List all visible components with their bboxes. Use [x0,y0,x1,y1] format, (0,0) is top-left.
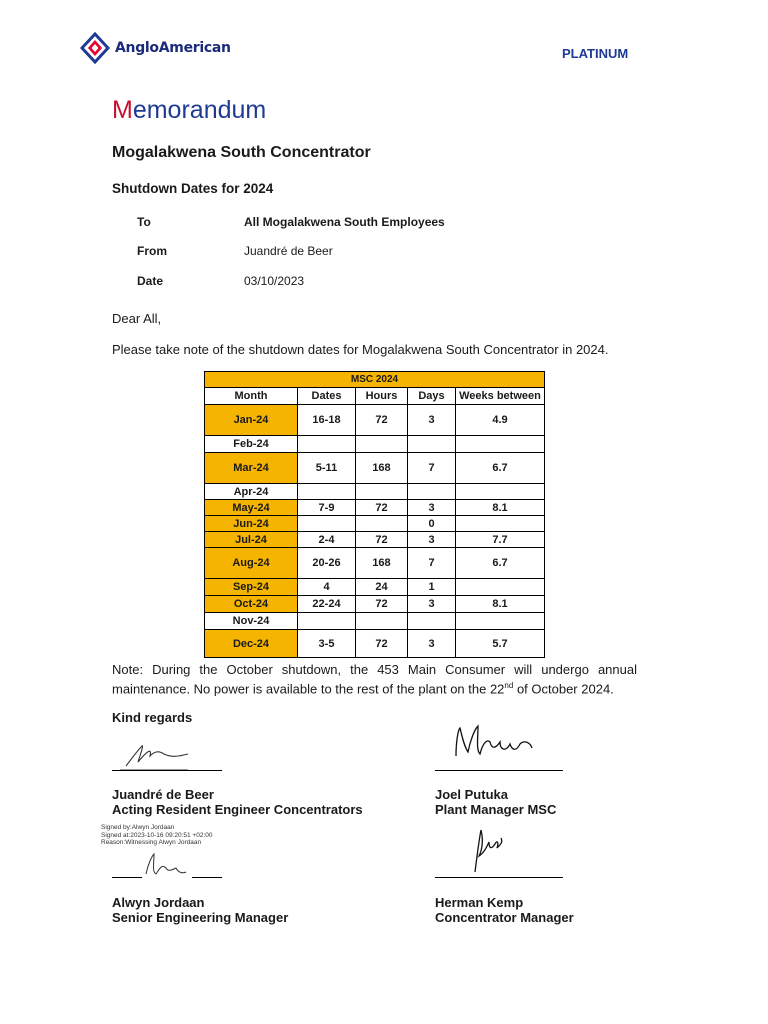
table-cell: 3 [408,596,456,613]
signature-line-4 [435,877,563,878]
note-prefix: Note: During the October shutdown, the 453 Main Consumer will undergo annual maintenance. No power is available to the rest of the plant on the 22 [112,662,637,697]
logo-text: AngloAmerican [115,40,231,56]
table-cell: 72 [356,630,408,658]
month-cell: Apr-24 [205,484,298,500]
table-row [205,532,545,548]
from-label: From [137,244,167,258]
table-cell [408,484,456,500]
memo-title-rest: emorandum [132,96,267,124]
table-cell [298,613,356,630]
table-cell: 5.7 [456,630,545,658]
signature-line-3a [112,877,142,878]
signatory-2-name: Joel Putuka [435,787,508,802]
table-cell [456,579,545,596]
signatory-1-title: Acting Resident Engineer Concentrators [112,802,363,817]
table-cell [356,613,408,630]
signatory-2-title: Plant Manager MSC [435,802,557,817]
table-row [205,516,545,532]
month-cell: Jul-24 [205,532,298,548]
memo-title-first-letter: M [112,96,133,124]
signature-line-3b [192,877,222,878]
month-cell: Feb-24 [205,436,298,453]
table-row [205,500,545,516]
table-cell [408,613,456,630]
month-cell: Dec-24 [205,630,298,658]
table-cell: 72 [356,596,408,613]
table-cell: 4 [298,579,356,596]
table-row [205,548,545,579]
table-row [205,484,545,500]
note-paragraph [112,662,637,697]
table-body [205,405,545,658]
date-value: 03/10/2023 [244,274,305,288]
signature-line-2 [435,770,563,771]
month-cell: Sep-24 [205,579,298,596]
salutation: Dear All, [112,311,162,326]
month-cell: Oct-24 [205,596,298,613]
table-cell [456,613,545,630]
month-cell: Jun-24 [205,516,298,532]
signatory-3-name: Alwyn Jordaan [112,895,205,910]
table-cell: 16-18 [298,405,356,436]
table-row [205,405,545,436]
month-cell: Aug-24 [205,548,298,579]
table-cell: 8.1 [456,500,545,516]
table-cell: 3-5 [298,630,356,658]
digital-signed-at: Signed at:2023-10-16 09:20:51 +02:00 [101,831,213,839]
table-header-cell: Days [408,388,456,405]
table-cell: 24 [356,579,408,596]
intro-paragraph: Please take note of the shutdown dates for Mogalakwena South Concentrator in 2024. [112,342,609,357]
month-cell: Nov-24 [205,613,298,630]
table-cell [456,516,545,532]
signature-joel-image [450,722,540,762]
table-cell [456,484,545,500]
table-cell: 20-26 [298,548,356,579]
signatory-3 [112,895,288,925]
memo-heading: Mogalakwena South Concentrator [112,144,371,161]
table-row [205,579,545,596]
anglo-american-logo-icon [80,32,110,64]
table-cell: 6.7 [456,548,545,579]
closing: Kind regards [112,710,193,725]
table-header-cell: Weeks between [456,388,545,405]
table-cell: 0 [408,516,456,532]
signatory-4-title: Concentrator Manager [435,910,574,925]
table-cell [298,436,356,453]
table-cell [356,484,408,500]
digital-reason: Reason:Witnessing Alwyn Jordaan [101,839,202,846]
month-cell: Jan-24 [205,405,298,436]
table-row [205,630,545,658]
table-row [205,453,545,484]
table-cell [356,516,408,532]
table-cell: 3 [408,630,456,658]
note-superscript: nd [504,681,514,690]
table-cell: 7-9 [298,500,356,516]
table-cell: 22-24 [298,596,356,613]
table-header-cell: Month [205,388,298,405]
table-cell [456,436,545,453]
table-cell [298,484,356,500]
table-cell: 72 [356,532,408,548]
signatory-1-name: Juandré de Beer [112,787,214,802]
table-cell [356,436,408,453]
table-cell: 7 [408,453,456,484]
signature-herman-image [465,826,505,876]
table-cell: 3 [408,532,456,548]
table-cell: 4.9 [456,405,545,436]
company-logo [80,32,231,64]
table-cell: 7.7 [456,532,545,548]
table-row [205,596,545,613]
note-suffix: of October 2024. [513,681,614,697]
memo-title [112,96,266,125]
table-cell: 72 [356,500,408,516]
shutdown-table [204,371,545,658]
table-caption: MSC 2024 [205,372,545,388]
from-value: Juandré de Beer [244,244,333,258]
table-header-row [205,388,545,405]
signatory-4-name: Herman Kemp [435,895,524,910]
to-label: To [137,215,151,229]
signature-line-1 [112,770,222,771]
table-cell: 3 [408,405,456,436]
table-cell: 7 [408,548,456,579]
table-cell: 8.1 [456,596,545,613]
signatory-4 [435,895,574,925]
table-cell: 168 [356,453,408,484]
table-row [205,613,545,630]
table-cell: 1 [408,579,456,596]
month-cell: May-24 [205,500,298,516]
signature-alwyn-image [140,850,190,880]
memo-subheading: Shutdown Dates for 2024 [112,181,274,196]
table-header-cell: Dates [298,388,356,405]
to-value: All Mogalakwena South Employees [244,215,445,229]
signature-juandre-image [118,740,198,772]
division-label: PLATINUM [562,46,629,61]
month-cell: Mar-24 [205,453,298,484]
table-cell: 6.7 [456,453,545,484]
digital-signed-by: Signed by:Alwyn Jordaan [101,824,175,831]
table-cell: 3 [408,500,456,516]
table-cell: 5-11 [298,453,356,484]
signatory-1 [112,787,363,817]
signatory-2 [435,787,556,817]
table-cell [408,436,456,453]
signatory-3-title: Senior Engineering Manager [112,910,289,925]
table-cell [298,516,356,532]
digital-signature-info [101,824,213,847]
table-cell: 72 [356,405,408,436]
table-cell: 168 [356,548,408,579]
table-cell: 2-4 [298,532,356,548]
table-header-cell: Hours [356,388,408,405]
table-row [205,436,545,453]
date-label: Date [137,274,164,288]
